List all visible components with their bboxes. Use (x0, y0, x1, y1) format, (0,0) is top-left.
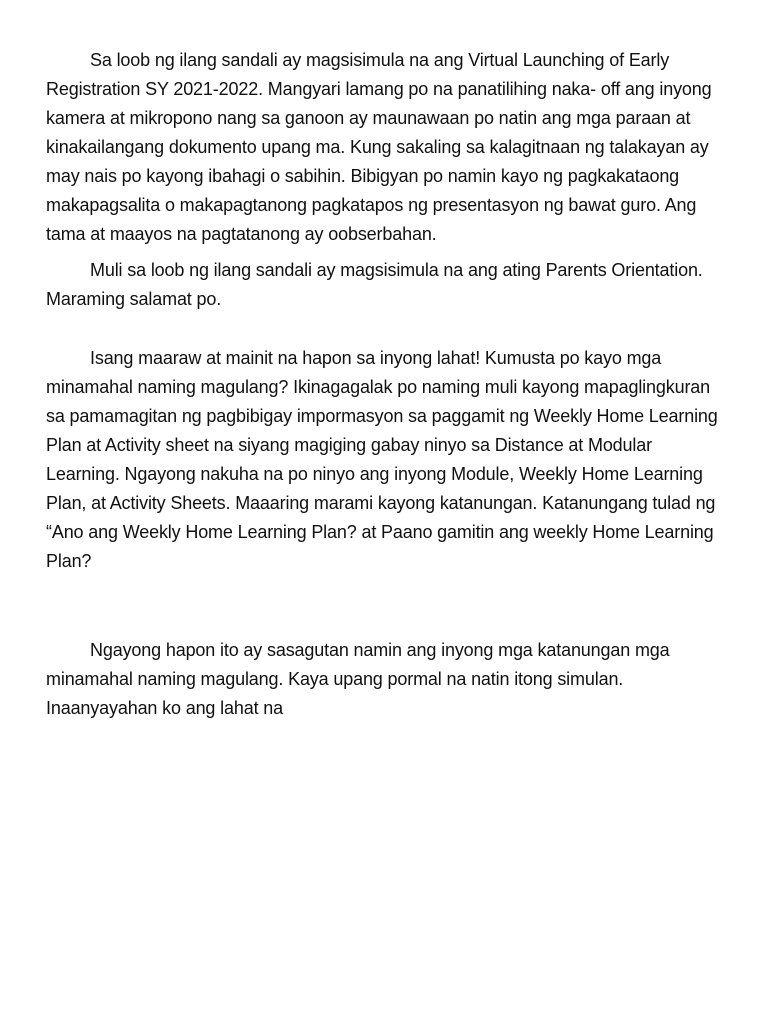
paragraph-invitation: Ngayong hapon ito ay sasagutan namin ang inyong mga katanungan mga minamahal naming magulang. Kaya upang pormal na natin itong simulan. Inaanyayahan ko ang lahat na (46, 640, 670, 718)
paragraph-parents-orientation: Muli sa loob ng ilang sandali ay magsisimula na ang ating Parents Orientation. Maraming salamat po. (46, 260, 703, 309)
paragraph-virtual-launching: Sa loob ng ilang sandali ay magsisimula na ang Virtual Launching of Early Registration SY 2021-2022. Mangyari lamang po na panatilihing naka- off ang inyong kamera at mikropono nang sa ganoon ay maunawaan po natin ang mga paraan at kinakailangang dokumento upang ma. Kung sakaling sa kalagitnaan ng talakayan ay may nais po kayong ibahagi o sabihin. Bibigyan po namin kayo ng pagkakataong makapagsalita o makapagtanong pagkatapos ng presentasyon ng bawat guro. Ang tama at maayos na pagtatanong ay oobserbahan. (46, 50, 712, 244)
paragraph-greeting: Isang maaraw at mainit na hapon sa inyong lahat! Kumusta po kayo mga minamahal naming magulang? Ikinagagalak po naming muli kayong mapaglingkuran sa pamamagitan ng pagbibigay impormasyon sa paggamit ng Weekly Home Learning Plan at Activity sheet na siyang magiging gabay ninyo sa Distance at Modular Learning. Ngayong nakuha na po ninyo ang inyong Module, Weekly Home Learning Plan, at Activity Sheets. Maaaring marami kayong katanungan. Katanungang tulad ng “Ano ang Weekly Home Learning Plan? at Paano gamitin ang weekly Home Learning Plan? (46, 348, 718, 571)
